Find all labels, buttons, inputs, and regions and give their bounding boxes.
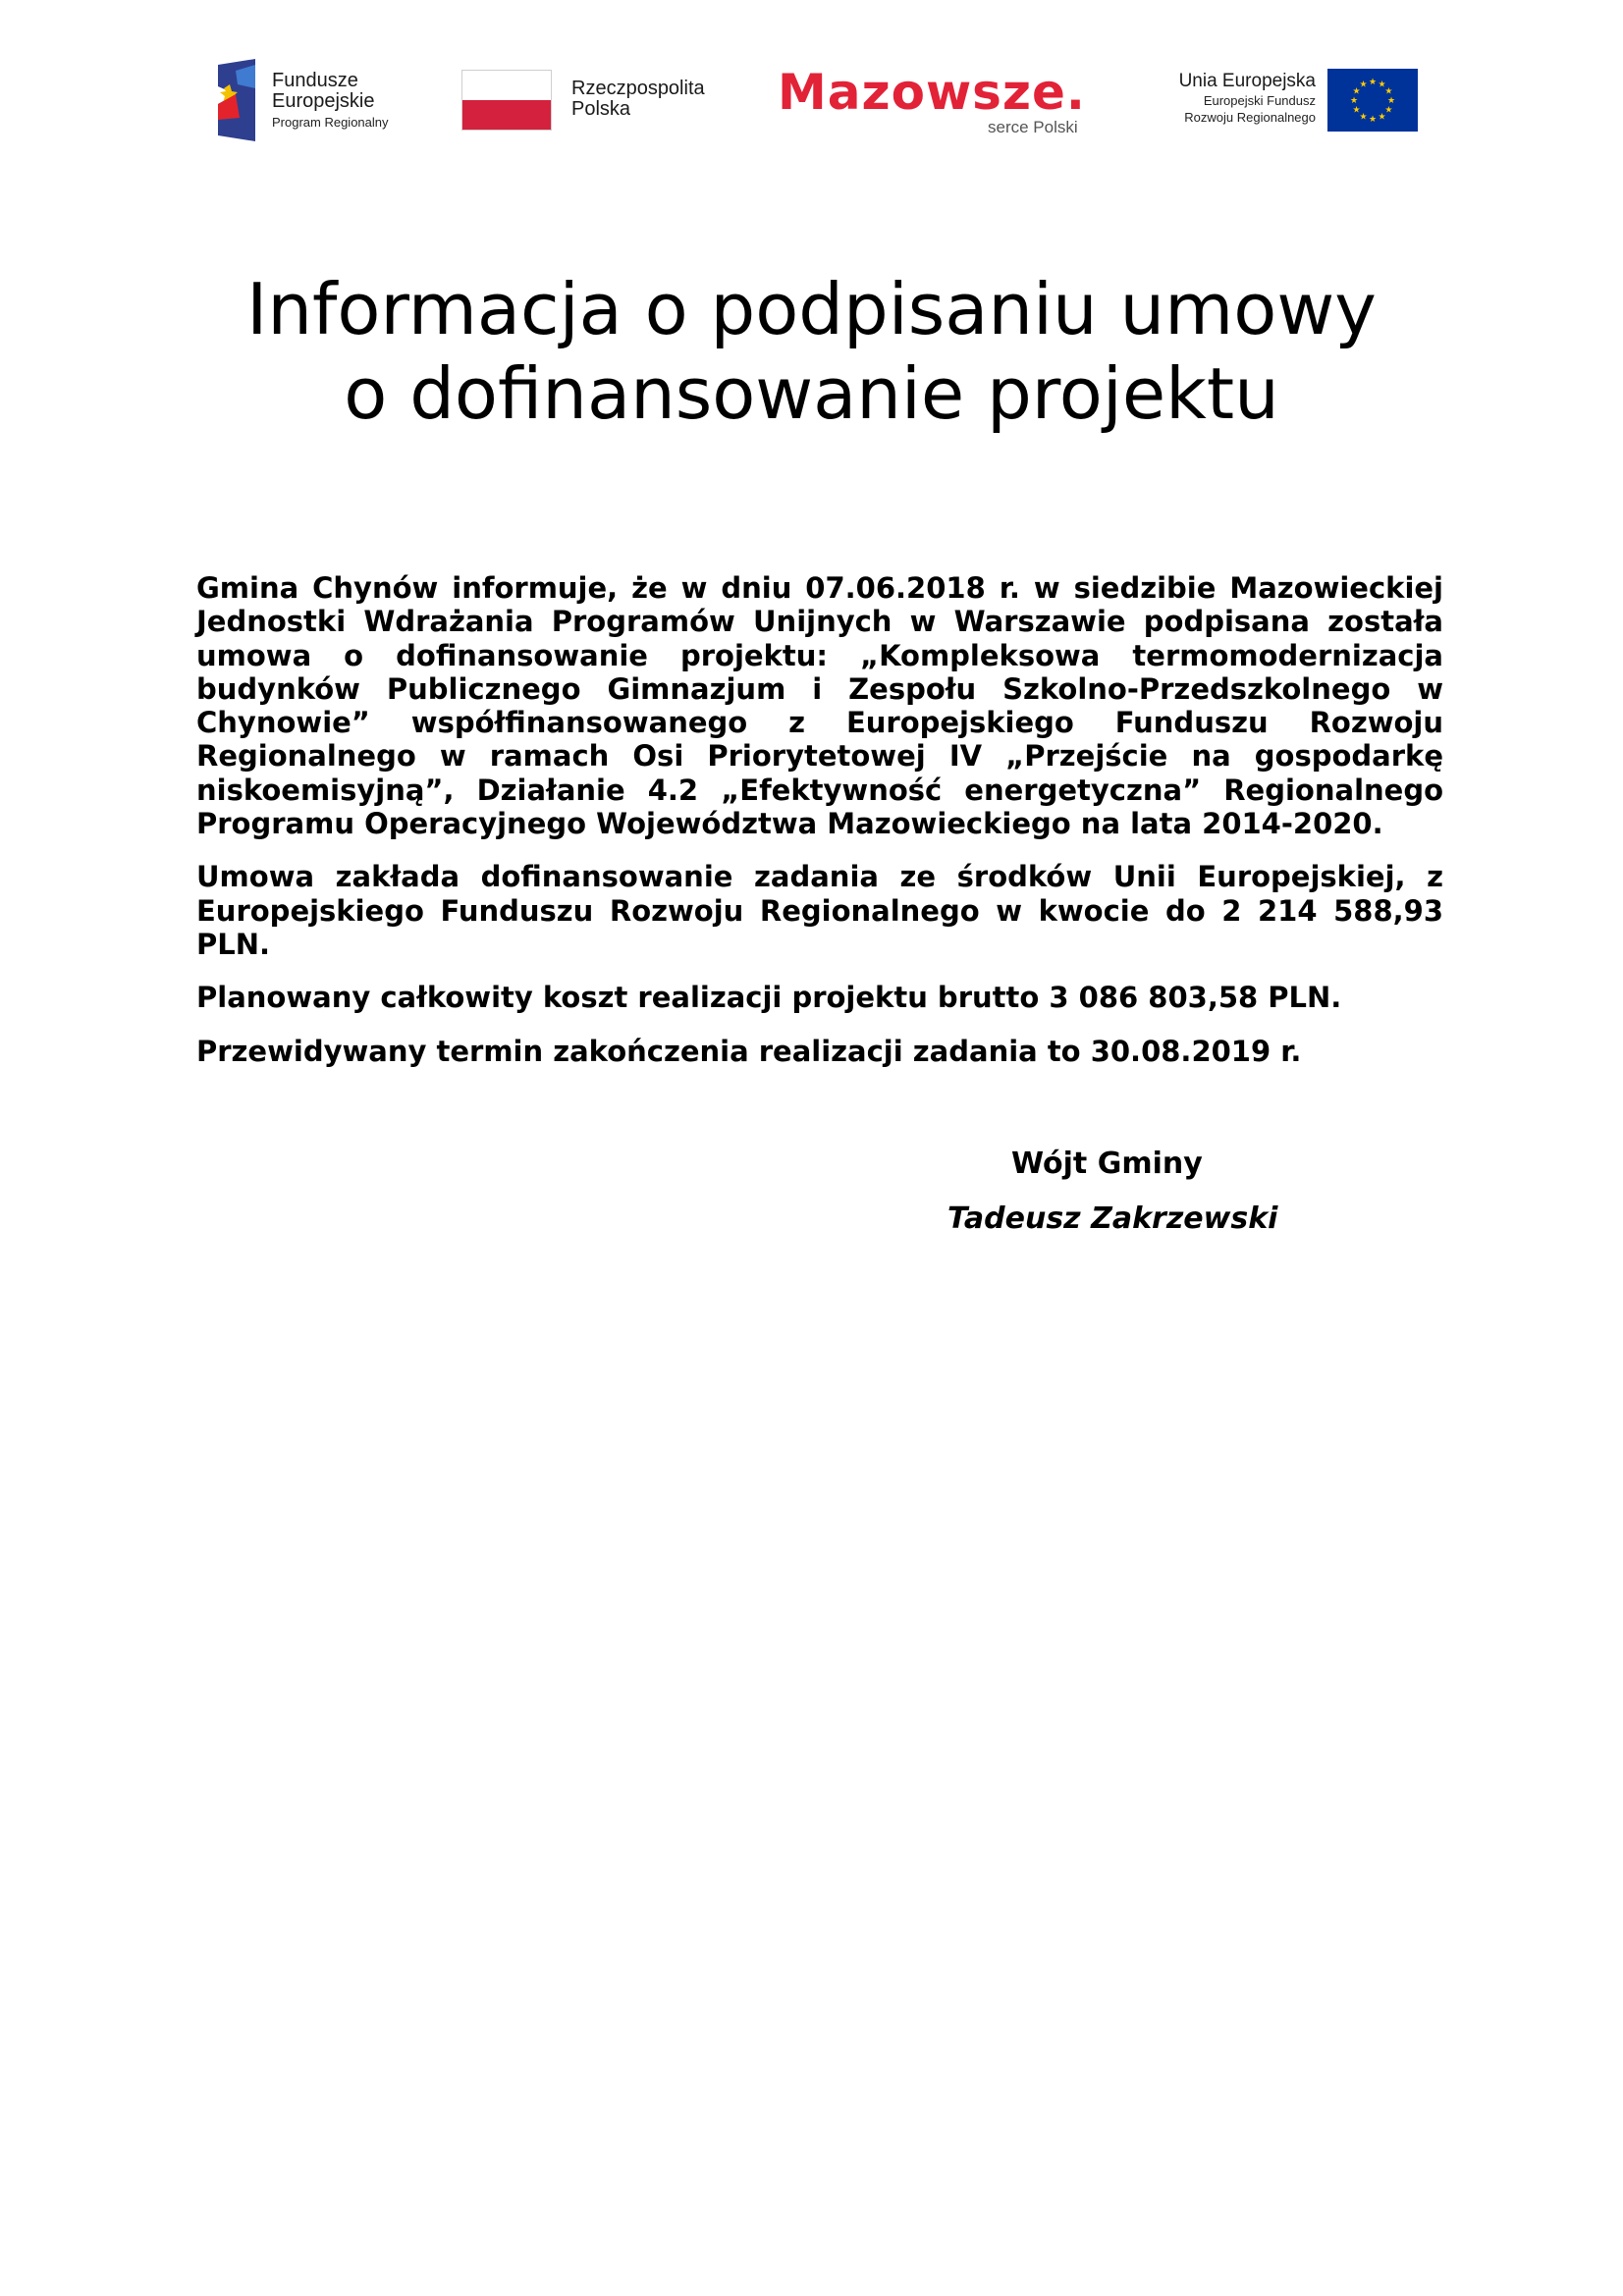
- fundusze-europejskie-emblem-icon: [214, 59, 259, 141]
- eu-star-icon: ★: [1384, 86, 1393, 97]
- eu-star-icon: ★: [1386, 96, 1396, 106]
- polish-flag-icon: [461, 70, 552, 131]
- unia-europejska-text: [1149, 71, 1316, 126]
- signature-role: Wójt Gminy: [1011, 1147, 1203, 1181]
- rzeczpospolita-polska-logo: [461, 57, 756, 155]
- rp-line2: Polska: [571, 98, 631, 120]
- logo-bar: [206, 57, 1424, 155]
- signature-name: Tadeusz Zakrzewski: [947, 1201, 1278, 1236]
- fundusze-europejskie-logo: [206, 57, 432, 155]
- eu-star-icon: ★: [1349, 96, 1359, 106]
- rp-line1: Rzeczpospolita: [571, 78, 705, 99]
- unia-europejska-logo: [1149, 57, 1424, 155]
- mazowsze-tagline: serce Polski: [988, 118, 1078, 136]
- eu-star-icon: ★: [1359, 112, 1368, 123]
- eu-flag-icon: [1327, 69, 1418, 132]
- title-line-2: o dofinansowanie projektu: [344, 352, 1279, 435]
- fe-line1: Fundusze: [272, 70, 358, 91]
- eu-star-icon: ★: [1359, 80, 1368, 90]
- eu-star-icon: ★: [1378, 112, 1386, 123]
- paragraph-completion-date: Przewidywany termin zakończenia realizacji zadania to 30.08.2019 r.: [196, 1034, 1302, 1068]
- eu-star-icon: ★: [1368, 78, 1378, 87]
- eu-star-icon: ★: [1352, 105, 1361, 116]
- paragraph-funding-amount: Umowa zakłada dofinansowanie zadania ze środków Unii Europejskiej, z Europejskiego Funduszu Rozwoju Regionalnego w kwocie do 2 214 588,93 PLN.: [196, 860, 1443, 961]
- fe-line3: Program Regionalny: [272, 115, 389, 130]
- mazowsze-wordmark: Mazowsze.: [778, 64, 1086, 121]
- eu-star-icon: ★: [1352, 86, 1361, 97]
- eu-star-icon: ★: [1384, 105, 1393, 116]
- mazowsze-logo: [778, 57, 1102, 155]
- rzeczpospolita-polska-text: [571, 79, 705, 120]
- ue-line3: Rozwoju Regionalnego: [1184, 110, 1316, 125]
- fe-line2: Europejskie: [272, 90, 375, 112]
- ue-line2: Europejski Fundusz: [1203, 93, 1316, 108]
- title-line-1: Informacja o podpisaniu umowy: [246, 268, 1377, 350]
- fundusze-europejskie-text: [272, 71, 389, 133]
- eu-star-icon: ★: [1378, 80, 1386, 90]
- paragraph-total-cost: Planowany całkowity koszt realizacji projektu brutto 3 086 803,58 PLN.: [196, 981, 1342, 1015]
- paragraph-contract-info: Gmina Chynów informuje, że w dniu 07.06.2018 r. w siedzibie Mazowieckiej Jednostki Wdrażania Programów Unijnych w Warszawie podpisana została umowa o dofinansowanie projektu: „Kompleksowa termomodernizacja budynków Publicznego Gimnazjum i Zespołu Szkolno-Przedszkolnego w Chynowie” współfinansowanego z Europejskiego Funduszu Rozwoju Regionalnego w ramach Osi Priorytetowej IV „Przejście na gospodarkę niskoemisyjną”, Działanie 4.2 „Efektywność energetyczna” Regionalnego Programu Operacyjnego Województwa Mazowieckiego na lata 2014-2020.: [196, 571, 1443, 841]
- announcement-body: [196, 571, 1443, 1068]
- page-title: [147, 267, 1476, 436]
- eu-star-icon: ★: [1368, 115, 1378, 125]
- ue-line1: Unia Europejska: [1178, 71, 1316, 91]
